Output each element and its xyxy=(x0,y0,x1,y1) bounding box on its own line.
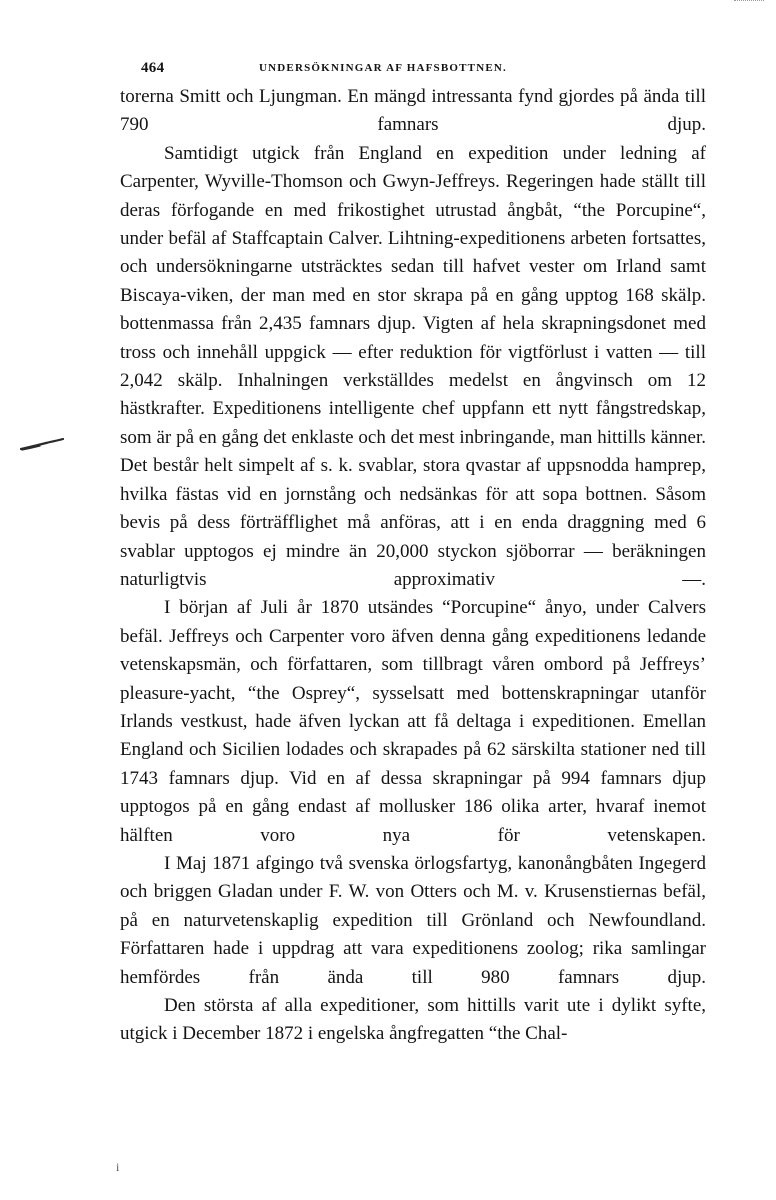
margin-pencil-mark xyxy=(20,438,64,452)
footer-mark: i xyxy=(116,1160,120,1174)
paragraph-porcupine-1869: Samtidigt utgick från England en expedition under ledning af Carpenter, Wyville-Thomson och Gwyn-Jeffreys. Regeringen hade ställt till deras förfogande en med frikostighet utrustad ångbåt, “the Porcupine“, under befäl af Staffcaptain Calver. Lihtning-expeditionens arbeten fortsattes, och undersökningarne utsträcktes sedan till hafvet vester om Irland samt Biscaya-viken, der man med en stor skrapa på en gång upptog 168 skälp. bottenmassa från 2,435 famnars djup. Vigten af hela skrapningsdonet med tross och innehåll uppgick — efter reduktion för vigtförlust i vatten — till 2,042 skälp. Inhalningen verkställdes medelst en ångvinsch om 12 hästkrafter. Expeditionens intelligente chef uppfann ett nytt fångstredskap, som är på en gång det enklaste och det mest inbringande, man hittills känner. Det består helt simpelt af s. k. svablar, stora qvastar af uppsnodda hamprep, hvilka fästas vid en jornstång och nedsänkas för att sopa bottnen. Såsom bevis på dess förträfflighet må anföras, att i en enda draggning med 6 svablar upptogos ej mindre än 20,000 styckon sjöborrar — beräkningen naturligtvis approximativ —. xyxy=(120,142,706,590)
running-head xyxy=(141,60,705,80)
body-text xyxy=(120,83,706,1049)
corner-scan-mark xyxy=(734,0,764,5)
pencil-stroke-icon xyxy=(20,438,64,452)
paragraph-porcupine-1870: I början af Juli år 1870 utsändes “Porcupine“ ånyo, under Calvers befäl. Jeffreys och Carpenter voro äfven denna gång expeditionens ledande vetenskapsmän, och författaren, som tillbragt våren ombord på Jeffreys’ pleasure-yacht, “the Osprey“, sysselsatt med bottenskrapningar utanför Irlands vestkust, hade äfven lyckan att få deltaga i expeditionen. Emellan England och Sicilien lodades och skrapades på 62 särskilta stationer ned till 1743 famnars djup. Vid en af dessa skrapningar på 994 famnars djup upptogos på en gång endast af mollusker 186 olika arter, hvaraf inemot hälften voro nya för vetenskapen. xyxy=(120,597,706,846)
paragraph-challenger: Den största af alla expeditioner, som hittills varit ute i dylikt syfte, utgick i December 1872 i engelska ångfregatten “the Chal- xyxy=(120,995,706,1045)
page-number: 464 xyxy=(141,60,165,76)
running-title: UNDERSÖKNINGAR AF HAFSBOTTNEN. xyxy=(259,62,507,74)
paragraph-greenland-1871: I Maj 1871 afgingo två svenska örlogsfartyg, kanonångbåten Ingegerd och briggen Gladan under F. W. von Otters och M. v. Krusenstiernas befäl, på en naturvetenskaplig expedition till Grönland och Newfoundland. Författaren hade i uppdrag att vara expeditionens zoolog; rika samlingar hemfördes från ända till 980 famnars djup. xyxy=(120,852,706,988)
paragraph-continuation: torerna Smitt och Ljungman. En mängd intressanta fynd gjordes på ända till 790 famnars djup. xyxy=(120,86,706,136)
